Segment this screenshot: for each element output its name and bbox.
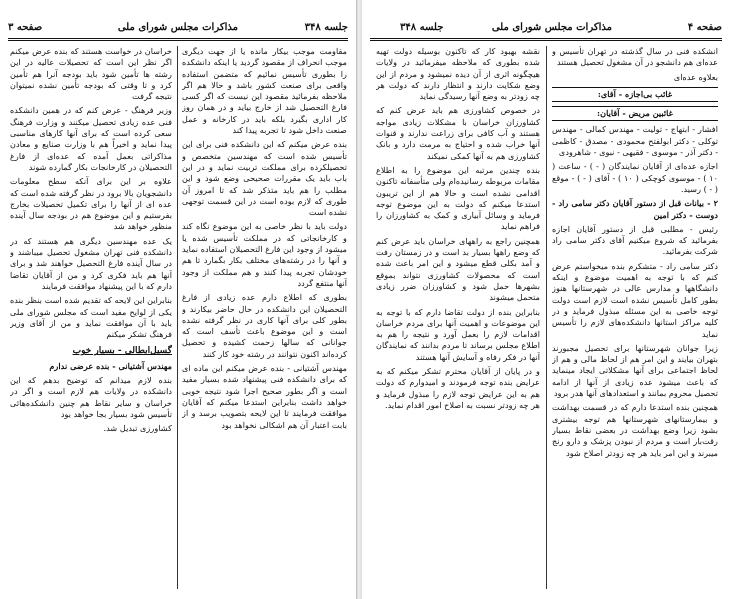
paragraph: بنده لازم میدانم که توضیح بدهم که این دانشکده در ولایات هم لازم است و اگر در خراسان و سایر نقاط هم چنین دانشکده‌هائی تأسیس شود بسیار بجا خواهد بود	[10, 375, 172, 419]
paragraph: بعلاوه عده‌ای	[673, 71, 718, 82]
sick-absent-heading: غائبین مریض - آقایان:	[552, 106, 718, 121]
right-page-column-right	[552, 46, 718, 591]
agenda-item: ۲ - بیانات قبل از دستور آقایان دکتر سامی راد - دوست - دکتر امین	[552, 198, 718, 220]
left-page-column-left	[10, 46, 172, 591]
paragraph: در خصوص کشاورزی هم باید عرض کنم که کشاورزان خراسان با مشکلات زیادی مواجه هستند و آب کافی برای زراعت ندارند و قنوات آنها خراب شده و احتیاج به مرمت دارد و بانک کشاورزی هم به آنها کمکی نمیکند	[376, 105, 540, 161]
paragraph: افشار - ابتهاج - تولیت - مهندس کمالی - مهندس توکلی - دکتر ابولفتح محمودی - مصدق - کاظمی - دکتر آذر - موسوی - فقیهی - نبوی - شاهرودی	[552, 124, 718, 158]
paragraph: علاوه بر این برای آنکه سطح معلومات دانشجویان بالا برود در نظر گرفته شده است که عده ای از آنها را برای تکمیل تحصیلات بخارج بفرستیم و این موضوع هم در بودجه سال آینده منظور خواهد شد	[10, 176, 172, 232]
paragraph: مهندس آشتیانی - بنده عرضی ندارم	[49, 360, 172, 371]
paragraph: مهندس آشتیانی - بنده عرض میکنم این ماده ای که برای دانشکده فنی پیشنهاد شده بسیار مفید است و اگر بطور صحیح اجرا شود نتیجه خوبی خواهد داشت بنابراین استدعا میکنم که آقایان موافقت فرمایند تا این لایحه بتصویب برسد و از بابت اعتبار آن هم اشکالی نخواهد بود	[182, 363, 347, 430]
right-header-rule	[370, 38, 722, 39]
paragraph: بطوری که اطلاع دارم عده زیادی از فارغ التحصیلان این دانشکده در حال حاضر بیکارند و بطور کلی برای آنها کاری در نظر گرفته نشده است و این موضوع باعث تأسف است که جوانانی که سالها زحمت کشیده و تحصیل کرده‌اند اکنون نتوانند در رشته خود کار کنند	[182, 292, 347, 359]
right-page-column-left	[376, 46, 540, 591]
paragraph: زیرا جوانان شهرستانها برای تحصیل مجبورند بتهران بیایند و این امر هم از لحاظ مالی و هم از لحاظ اجتماعی برای آنها مشکلاتی ایجاد مینماید که باعث میشود عده زیادی از آنها از ادامه تحصیل محروم بمانند و استعدادهای آنها هدر برود	[552, 342, 718, 399]
paragraph: نقشه بهبود کار که تاکنون بوسیله دولت تهیه شده بطوری که ملاحظه میفرمائید در ولایات هیچگونه اثری از آن دیده نمیشود و مردم از این وضع شکایت دارند و انتظار دارند که دولت هر چه زودتر به وضع آنها رسیدگی نماید	[376, 46, 540, 102]
paragraph: انشکده فنی در سال گذشته در تهران تأسیس و عده‌ای هم دانشجو در آن مشغول تحصیل هستند	[552, 46, 718, 68]
paragraph: مقاومت موجب بیکار مانده یا از جهت دیگری موجب انحراف از مقصود گردید یا اینکه دانشکده را بطوری تأسیس نمائیم که متضمن استفاده واقعی برای صنعت کشور باشد و حالا هم اگر ملاحظه بفرمائید مقصود این نیست که اگر کسی فارغ التحصیل شد از خارج بیاید و در همان روز کار اداری بگیرد بلکه باید در کارخانه و عمل صنعت داخل شود تا تجربه پیدا کند	[182, 46, 347, 136]
left-page-number: صفحه ۳	[8, 22, 43, 33]
right-page-session: جلسه ۳۴۸	[400, 22, 444, 33]
left-header-rule-2	[8, 40, 348, 41]
right-page-header	[370, 20, 722, 36]
paragraph: همچنین بنده استدعا دارم که در قسمت بهداشت و بیمارستانهای شهرستانها هم توجه بیشتری بشود زیرا وضع بهداشت در بعضی نقاط بسیار رقت‌بار است و مردم از نبودن پزشک و دارو رنج میبرند و این امر باید هر چه زودتر اصلاح شود	[552, 402, 718, 458]
right-page-number: صفحه ۴	[687, 22, 722, 33]
right-header-rule-2	[370, 40, 722, 41]
paragraph: کشاورزی تبدیل شد.	[103, 423, 172, 434]
paragraph: بنابراین این لایحه که تقدیم شده است بنظر بنده یکی از لوایح مفید است که مجلس شورای ملی باید با آن موافقت نماید و من از آقای وزیر فرهنگ تشکر میکنم	[10, 295, 172, 340]
paragraph: وزیر فرهنگ - عرض کنم که در همین دانشکده فنی عده زیادی تحصیل میکنند و وزارت فرهنگ سعی کرده است که برای آنها کارهای مناسبی پیدا نماید و اخیراً هم با وزارت صنایع و معادن مذاکراتی بعمل آمده که عده‌ای از فارغ التحصیلان در کارخانجات بکار گمارده شوند	[10, 105, 172, 172]
paragraph: بنده چندین مرتبه این موضوع را به اطلاع مقامات مربوطه رسانیده‌ام ولی متأسفانه تاکنون اقدامی نشده است و حالا هم از این تریبون استدعا میکنم که دولت به این موضوع توجه فرماید و وسائل آبیاری و کمک به کشاورزان را فراهم نماید	[376, 164, 540, 232]
paragraph: دکتر سامی راد - متشکرم بنده میخواستم عرض کنم که با توجه به اهمیت موضوع و اینکه دانشگاهها و مدارس عالی در شهرستانها هنوز بطور کامل تأسیس نشده است لازم است دولت توجه خاصی به این مسئله مبذول فرماید و در کلیه مراکز استانها دانشکده‌های لازم را تأسیس نماید	[552, 260, 718, 339]
paragraph: دولت باید با نظر خاصی به این موضوع نگاه کند و کارخانجاتی که در مملکت تأسیس شده یا میشود از وجود این فارغ التحصیلان استفاده نماید و آنها را در رشته‌های مختلف بکار بگمارد تا هم خودشان تجربه پیدا کنند و هم مملکت از وجود آنها منتفع گردد	[182, 221, 347, 288]
column-divider	[177, 46, 178, 589]
paragraph: بنابراین بنده از دولت تقاضا دارم که با توجه به این موضوعات و اهمیت آنها برای مردم خراسان اقدامات لازم را بعمل آورد و نتیجه را هم به اطلاع مجلس برساند تا مردم بدانند که نمایندگان آنها در فکر رفاه و آسایش آنها هستند	[376, 306, 540, 362]
right-page	[362, 0, 730, 599]
left-page-column-right	[182, 46, 347, 591]
left-page-title: مذاکرات مجلس شورای ملی	[117, 22, 238, 33]
left-page-header	[8, 20, 348, 36]
absent-heading: غائب بی‌اجازه - آقای:	[552, 87, 718, 102]
left-page	[0, 0, 356, 599]
column-divider	[546, 46, 547, 589]
right-page-title: مذاکرات مجلس شورای ملی	[491, 22, 612, 33]
paragraph: رئیس - مطلبی قبل از دستور آقایان اجازه بفرمائید که شروع میکنیم آقای دکتر سامی راد شرکت بفرمائید.	[552, 223, 718, 257]
speaker-heading: گسیل‌ابطالی - بسیار خوب	[72, 346, 172, 357]
left-header-rule	[8, 38, 348, 39]
paragraph: یک عده مهندسین دیگری هم هستند که در دانشکده فنی تهران مشغول تحصیل میباشند و در سال آینده فارغ التحصیل خواهند شد و برای آنها هم باید فکری کرد و من از آقایان تقاضا دارم که با این پیشنهاد موافقت فرمایند	[10, 235, 172, 291]
paragraph: و در پایان از آقایان محترم تشکر میکنم که به عرایض بنده توجه فرمودند و امیدوارم که دولت هم به این عرایض توجه لازم را مبذول فرماید و هر چه زودتر نسبت به اصلاح امور اقدام نماید.	[376, 366, 540, 410]
paragraph: همچنین راجع به راههای خراسان باید عرض کنم که وضع راهها بسیار بد است و در زمستان رفت و آمد بکلی قطع میشود و این امر باعث شده است که محصولات کشاورزی نتواند بموقع بشهرها حمل شود و کشاورزان ضرر زیادی متحمل میشوند	[376, 235, 540, 303]
paragraph: بنده عرض میکنم که این دانشکده فنی برای این تأسیس شده است که مهندسین متخصص و تحصیلکرده برای مملکت تربیت نماید و در این باب باید یک مقررات صحیحی وضع شود و این مطلب را هم باید متذکر شد که تا امروز آن طوری که لازم بوده است در این قسمت توجهی نشده است	[182, 139, 347, 218]
paragraph: اجازه عده‌ای از آقایان نمایندگان ( - ) - ساعت ( ۱۰ ) - موسوی کوچکی ( ۱۰ ) - آقای ( - ) - موقع ( - ) رسید.	[552, 161, 718, 194]
left-page-session: جلسه ۳۴۸	[304, 22, 348, 33]
paragraph: خراسان در خواست هستند که بنده عرض میکنم اگر نظر این است که تحصیلات عالیه در این رشته ها تأمین شود باید بودجه آنرا هم تأمین کرد و تا وقتی که بودجه تأمین نشده نمیتوان نتیجه گرفت	[10, 46, 172, 102]
